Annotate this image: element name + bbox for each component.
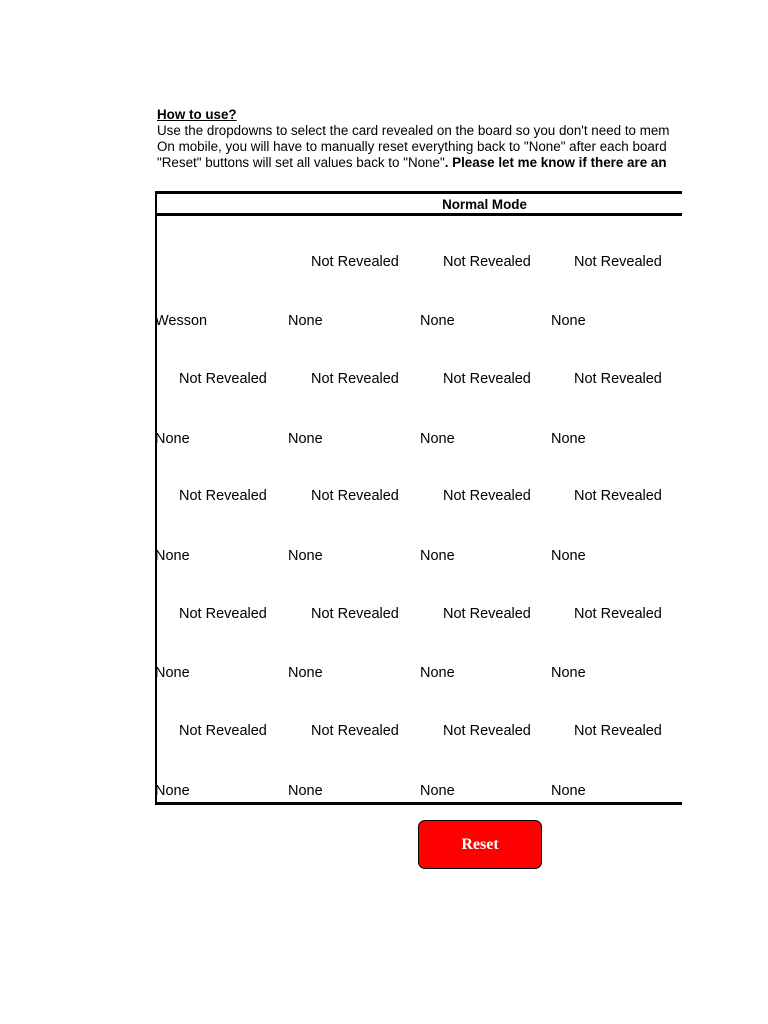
card-select-dropdown[interactable]: None [551,783,586,799]
card-status-cell: Not Revealed [574,254,662,270]
card-status-cell: Not Revealed [311,723,399,739]
card-status-cell: Not Revealed [179,371,267,387]
card-select-dropdown[interactable]: None [420,783,455,799]
card-select-dropdown[interactable]: None [420,431,455,447]
card-select-dropdown[interactable]: None [155,665,190,681]
card-status-cell: Not Revealed [443,488,531,504]
card-status-cell: Not Revealed [443,723,531,739]
card-select-dropdown[interactable]: None [288,548,323,564]
instructions-line-3-bold: . Please let me know if there are an [444,155,667,170]
card-select-dropdown[interactable]: None [288,783,323,799]
card-status-cell: Not Revealed [443,254,531,270]
instructions-line-3 [157,155,682,171]
card-select-dropdown[interactable]: None [551,665,586,681]
card-status-cell: Not Revealed [574,723,662,739]
instructions-line-1: Use the dropdowns to select the card revealed on the board so you don't need to mem [157,123,670,138]
card-status-cell: Not Revealed [574,606,662,622]
mode-title: Normal Mode [157,194,682,216]
card-status-cell: Not Revealed [311,488,399,504]
card-select-dropdown[interactable]: None [288,431,323,447]
card-select-dropdown[interactable]: None [155,548,190,564]
spreadsheet-sheet [155,0,682,1024]
card-status-cell: Not Revealed [311,371,399,387]
reset-button[interactable]: Reset [418,820,542,869]
card-select-dropdown[interactable]: None [420,665,455,681]
card-status-cell: Not Revealed [574,371,662,387]
card-status-cell: Not Revealed [311,254,399,270]
card-select-dropdown[interactable]: None [288,313,323,329]
card-select-dropdown[interactable]: None [551,548,586,564]
instructions-line-2: On mobile, you will have to manually reset everything back to "None" after each board [157,139,667,154]
card-status-cell: Not Revealed [179,606,267,622]
card-select-dropdown[interactable]: None [551,431,586,447]
card-status-cell: Not Revealed [574,488,662,504]
card-select-dropdown[interactable]: Wesson [155,313,208,329]
card-status-cell: Not Revealed [443,606,531,622]
card-status-cell: Not Revealed [179,723,267,739]
instructions [157,107,682,171]
card-status-cell: Not Revealed [443,371,531,387]
card-select-dropdown[interactable]: None [420,313,455,329]
instructions-title: How to use? [157,107,237,122]
card-select-dropdown[interactable]: None [288,665,323,681]
instructions-line-3-text: "Reset" buttons will set all values back to "None" [157,155,445,170]
card-status-cell: Not Revealed [179,488,267,504]
card-select-dropdown[interactable]: None [420,548,455,564]
card-select-dropdown[interactable]: None [551,313,586,329]
card-select-dropdown[interactable]: None [155,431,190,447]
card-status-cell: Not Revealed [311,606,399,622]
card-select-dropdown[interactable]: None [155,783,190,799]
